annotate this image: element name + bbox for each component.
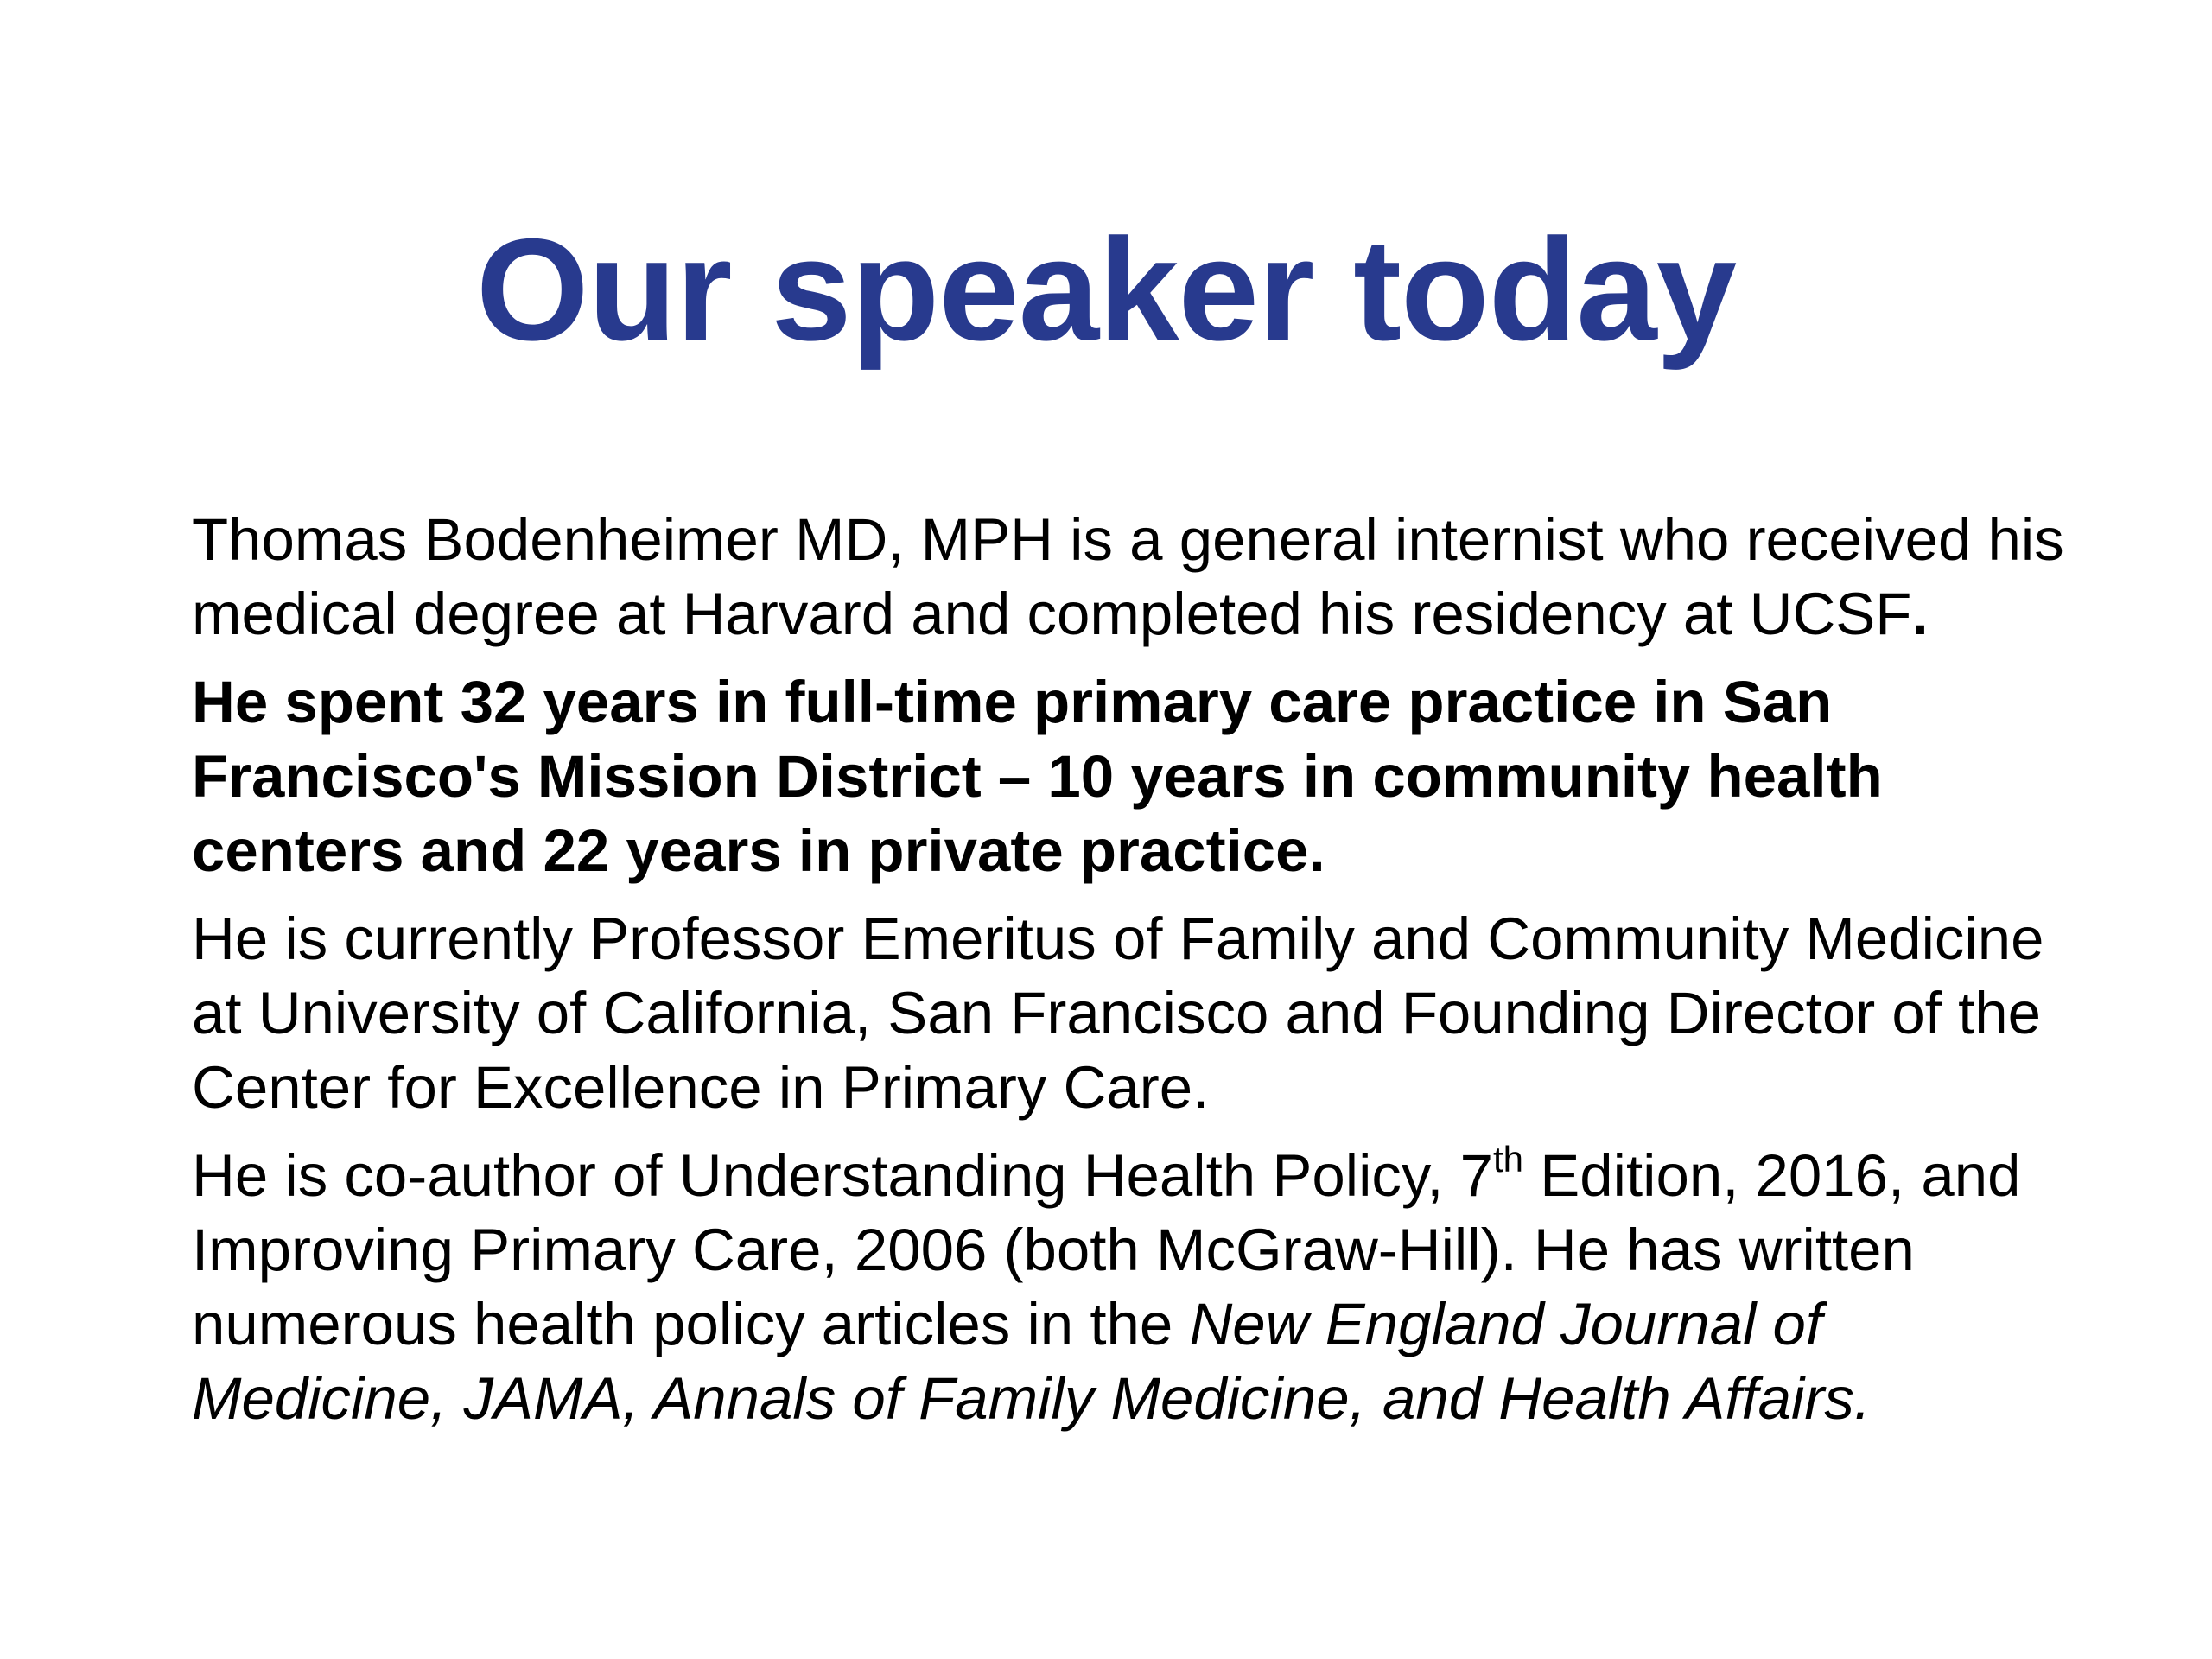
slide-title: Our speaker today <box>475 208 1737 371</box>
bio-paragraph-position: He is currently Professor Emeritus of Family and Community Medicine at University of California, San Francisco and Founding Director of the Center for Excellence in Primary Care. <box>192 906 2044 1121</box>
bio-education-text: Thomas Bodenheimer MD, MPH is a general internist who received his medical degree at Harvard and completed his residency at UCSF <box>192 506 2064 647</box>
bio-paragraph-practice: He spent 32 years in full-time primary care practice in San Francisco's Mission District – 10 years in community health centers and 22 years in private practice. <box>192 669 1883 884</box>
ordinal-suffix: th <box>1493 1139 1524 1179</box>
bio-paragraph-publications <box>192 1139 2093 1436</box>
bio-education-period: . <box>1911 581 1929 647</box>
publications-text-start: He is co-author of Understanding Health Policy, 7 <box>192 1142 1494 1209</box>
speaker-bio <box>192 503 2093 1450</box>
bio-paragraph-education <box>192 503 2093 652</box>
journal-list: New England Journal of Medicine, JAMA, Annals of Family Medicine, and Health Affairs. <box>192 1291 1872 1432</box>
publications-text-middle: Edition, 2016, and Improving Primary Care, 2006 (both McGraw-Hill). He has written numerous health policy articles in the <box>192 1142 2021 1357</box>
